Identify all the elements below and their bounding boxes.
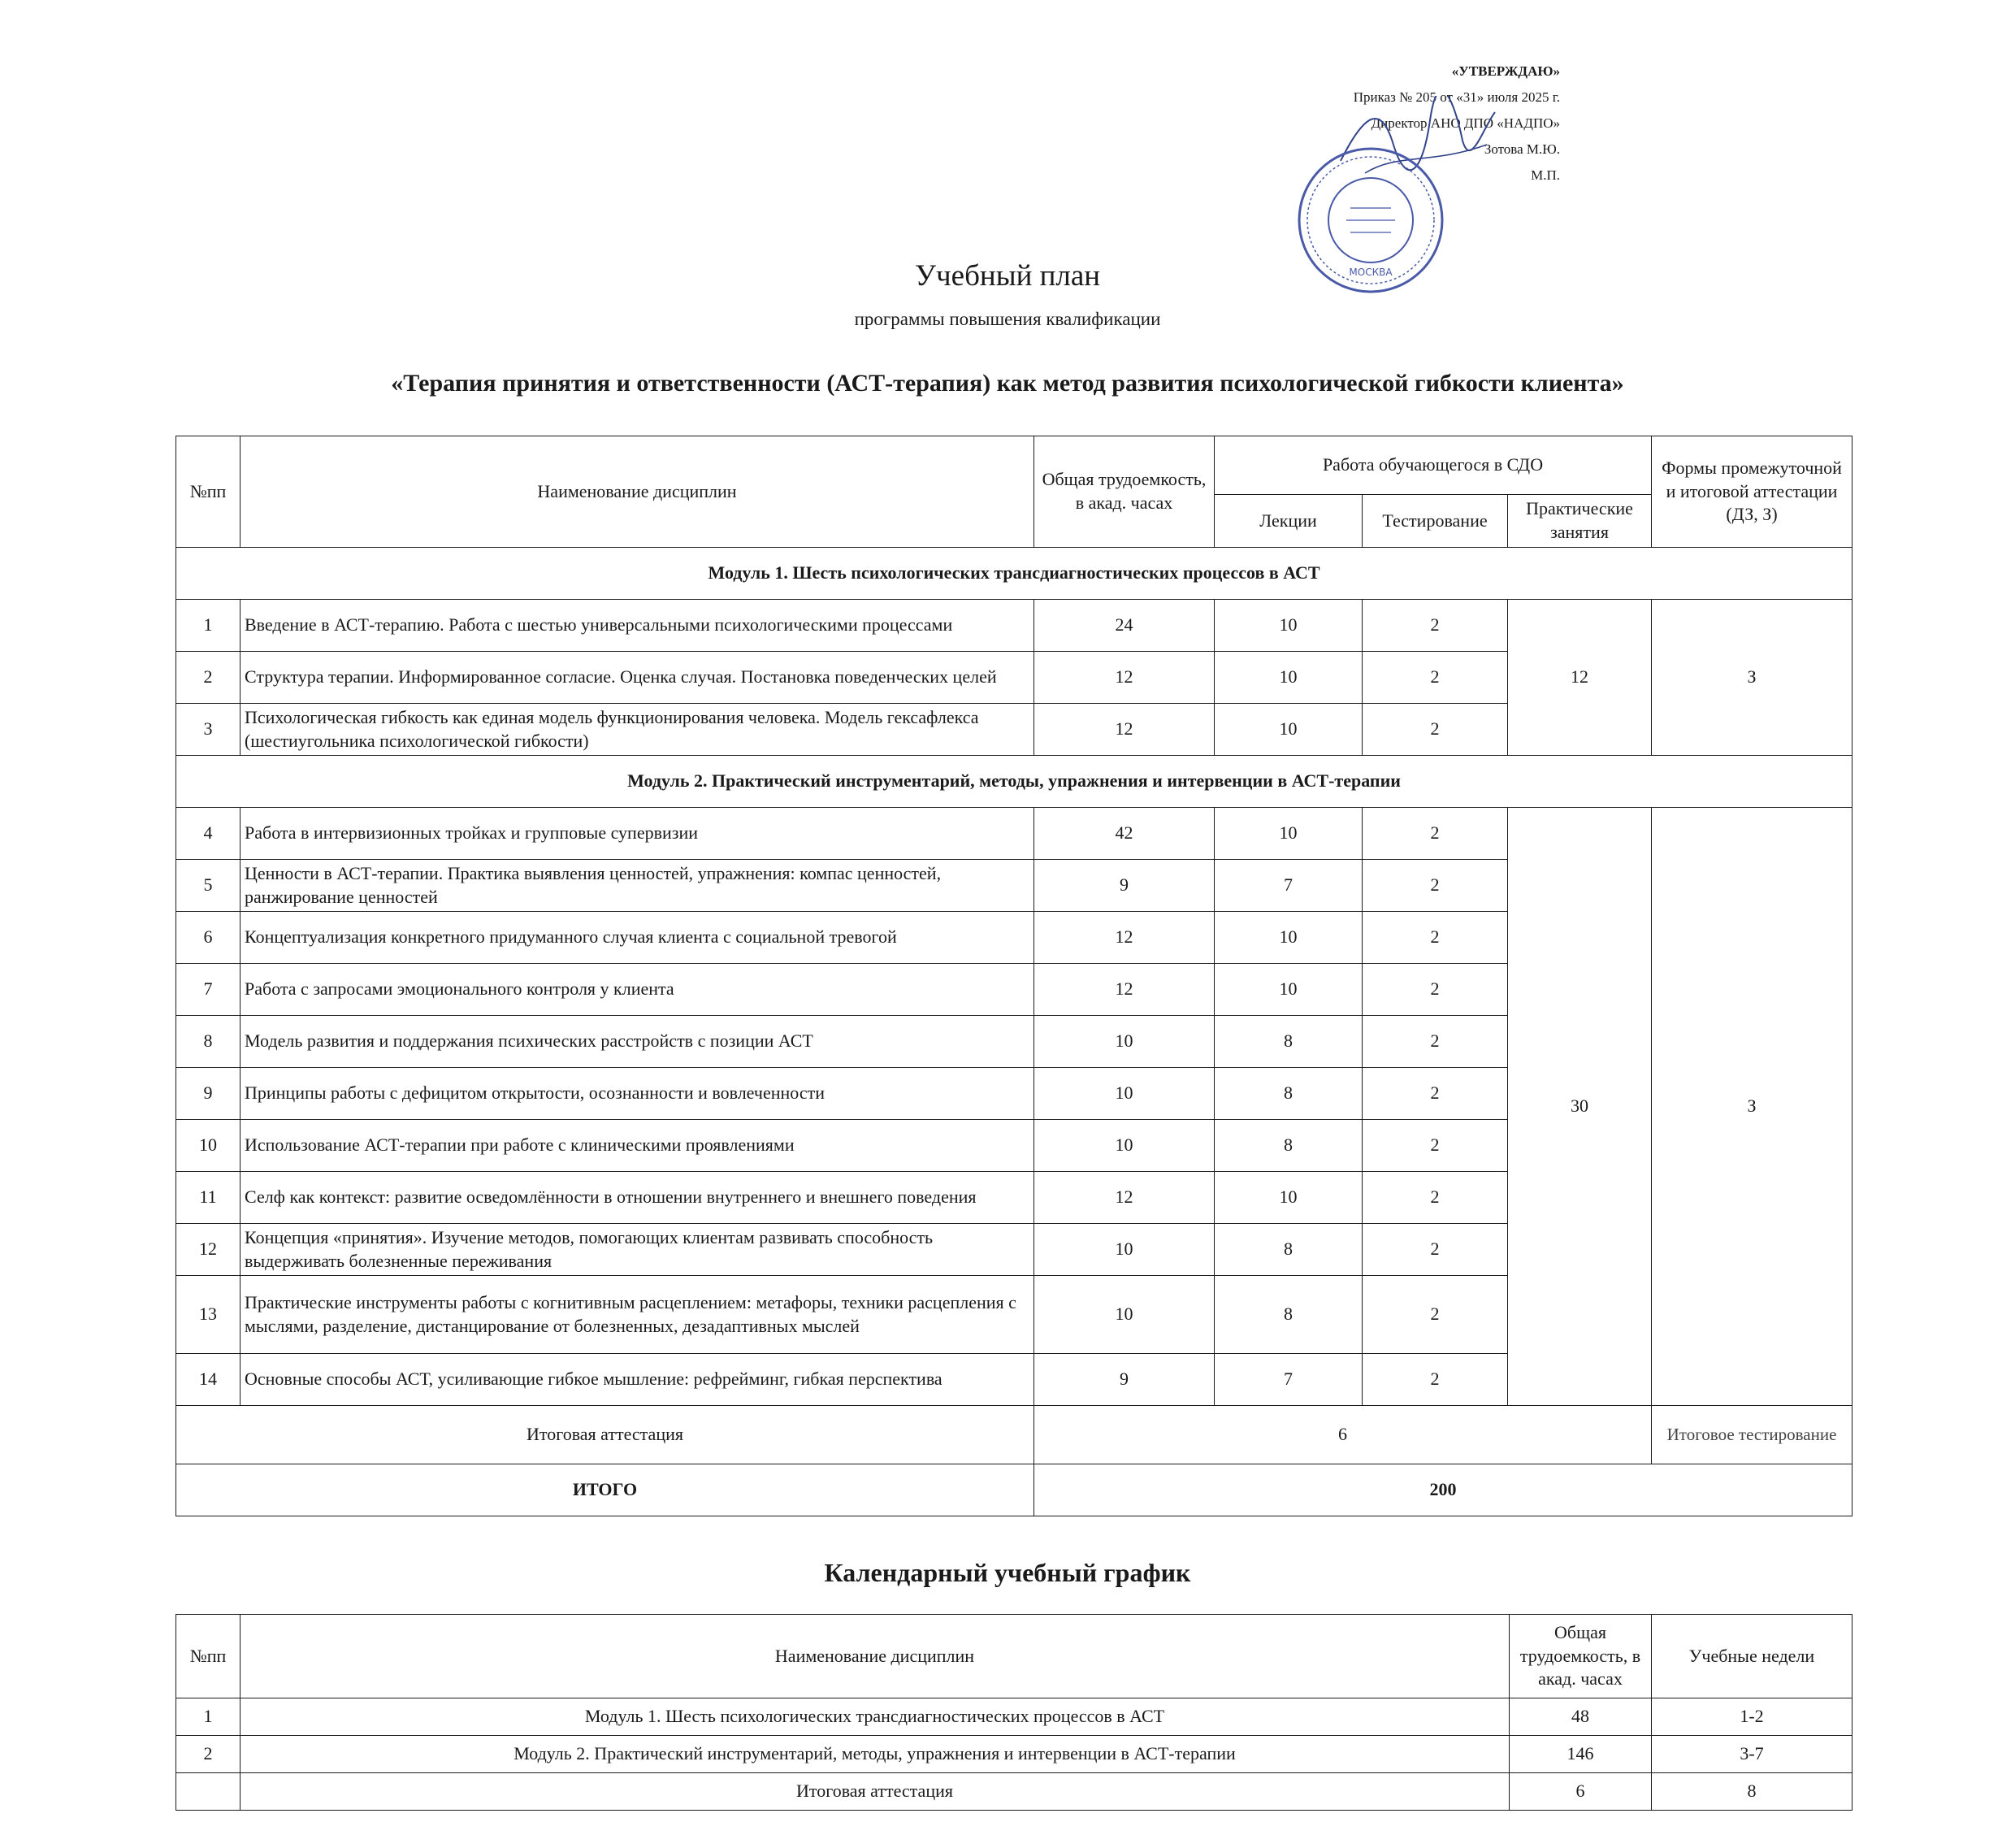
row-lectures: 10 xyxy=(1215,808,1363,860)
row-lectures: 8 xyxy=(1215,1224,1363,1276)
header-total: Общая трудоемкость, в акад. часах xyxy=(1034,436,1215,548)
row-num: 8 xyxy=(176,1016,240,1068)
row-testing: 2 xyxy=(1363,1068,1508,1120)
row-lectures: 8 xyxy=(1215,1068,1363,1120)
module-2-form: З xyxy=(1652,808,1852,1406)
cal-row-name: Модуль 1. Шесть психологических трансдиагностических процессов в АСТ xyxy=(240,1698,1510,1736)
row-name: Структура терапии. Информированное согласие. Оценка случая. Постановка поведенческих целей xyxy=(240,652,1034,704)
header-testing: Тестирование xyxy=(1363,495,1508,548)
module-2-title: Модуль 2. Практический инструментарий, методы, упражнения и интервенции в АСТ-терапии xyxy=(176,756,1852,808)
total-label: ИТОГО xyxy=(176,1464,1034,1516)
row-testing: 2 xyxy=(1363,1354,1508,1406)
row-testing: 2 xyxy=(1363,600,1508,652)
cal-row-num: 2 xyxy=(176,1736,240,1773)
row-lectures: 7 xyxy=(1215,1354,1363,1406)
seal-city-text: МОСКВА xyxy=(1349,267,1393,278)
row-lectures: 10 xyxy=(1215,652,1363,704)
row-name: Концепция «принятия». Изучение методов, помогающих клиентам развивать способность выдерживать болезненные переживания xyxy=(240,1224,1034,1276)
row-total: 12 xyxy=(1034,1172,1215,1224)
module-1-form: З xyxy=(1652,600,1852,756)
curriculum-table xyxy=(176,436,1852,1516)
row-name: Основные способы АСТ, усиливающие гибкое мышление: рефрейминг, гибкая перспектива xyxy=(240,1354,1034,1406)
row-total: 10 xyxy=(1034,1068,1215,1120)
row-num: 9 xyxy=(176,1068,240,1120)
document-subtitle: программы повышения квалификации xyxy=(854,309,1161,329)
cal-header-name: Наименование дисциплин xyxy=(240,1615,1510,1698)
row-name: Работа с запросами эмоционального контроля у клиента xyxy=(240,964,1034,1016)
row-testing: 2 xyxy=(1363,1016,1508,1068)
row-total: 12 xyxy=(1034,704,1215,756)
table-row xyxy=(176,600,1852,652)
program-title: «Терапия принятия и ответственности (АСТ-терапия) как метод развития психологической гибкости клиента» xyxy=(391,370,1624,397)
cal-row-weeks: 8 xyxy=(1652,1773,1852,1811)
approval-director: Директор АНО ДПО «НАДПО» xyxy=(1371,115,1560,131)
cal-row-total: 6 xyxy=(1510,1773,1652,1811)
row-num: 12 xyxy=(176,1224,240,1276)
row-name: Принципы работы с дефицитом открытости, осознанности и вовлеченности xyxy=(240,1068,1034,1120)
row-total: 12 xyxy=(1034,912,1215,964)
row-total: 10 xyxy=(1034,1276,1215,1354)
row-num: 3 xyxy=(176,704,240,756)
cal-row-weeks: 3-7 xyxy=(1652,1736,1852,1773)
row-total: 9 xyxy=(1034,1354,1215,1406)
header-lectures: Лекции xyxy=(1215,495,1363,548)
row-testing: 2 xyxy=(1363,1276,1508,1354)
row-num: 13 xyxy=(176,1276,240,1354)
row-num: 10 xyxy=(176,1120,240,1172)
final-attestation-form: Итоговое тестирование xyxy=(1652,1406,1852,1464)
row-num: 7 xyxy=(176,964,240,1016)
document-title: Учебный план xyxy=(914,259,1101,293)
row-num: 5 xyxy=(176,860,240,912)
module-1-title: Модуль 1. Шесть психологических трансдиагностических процессов в АСТ xyxy=(176,548,1852,600)
module-2-practice: 30 xyxy=(1508,808,1652,1406)
table-row xyxy=(176,1773,1852,1811)
row-num: 6 xyxy=(176,912,240,964)
header-work: Работа обучающегося в СДО xyxy=(1215,436,1652,495)
approval-order: Приказ № 205 от «31» июля 2025 г. xyxy=(1353,89,1560,105)
row-name: Практические инструменты работы с когнитивным расцеплением: метафоры, техники расцепления с мыслями, разделение, дистанцирование от болезненных, дезадаптивных мыслей xyxy=(240,1276,1034,1354)
cal-header-weeks: Учебные недели xyxy=(1652,1615,1852,1698)
row-lectures: 8 xyxy=(1215,1016,1363,1068)
row-lectures: 10 xyxy=(1215,600,1363,652)
row-lectures: 10 xyxy=(1215,912,1363,964)
total-hours: 200 xyxy=(1034,1464,1852,1516)
row-testing: 2 xyxy=(1363,808,1508,860)
header-name: Наименование дисциплин xyxy=(240,436,1034,548)
row-testing: 2 xyxy=(1363,704,1508,756)
cal-row-name: Модуль 2. Практический инструментарий, методы, упражнения и интервенции в АСТ-терапии xyxy=(240,1736,1510,1773)
row-name: Работа в интервизионных тройках и групповые супервизии xyxy=(240,808,1034,860)
cal-header-total: Общая трудоемкость, в акад. часах xyxy=(1510,1615,1652,1698)
row-num: 4 xyxy=(176,808,240,860)
row-lectures: 10 xyxy=(1215,964,1363,1016)
row-total: 10 xyxy=(1034,1016,1215,1068)
calendar-title: Календарный учебный график xyxy=(824,1558,1191,1587)
row-name: Селф как контекст: развитие осведомлённости в отношении внутреннего и внешнего поведения xyxy=(240,1172,1034,1224)
calendar-table xyxy=(176,1614,1852,1811)
row-name: Введение в АСТ-терапию. Работа с шестью универсальными психологическими процессами xyxy=(240,600,1034,652)
row-total: 10 xyxy=(1034,1120,1215,1172)
row-testing: 2 xyxy=(1363,1120,1508,1172)
final-attestation-hours: 6 xyxy=(1034,1406,1652,1464)
approval-name: Зотова М.Ю. xyxy=(1484,141,1560,157)
header-forms: Формы промежуточной и итоговой аттестации (ДЗ, З) xyxy=(1652,436,1852,548)
row-testing: 2 xyxy=(1363,964,1508,1016)
row-total: 10 xyxy=(1034,1224,1215,1276)
row-num: 14 xyxy=(176,1354,240,1406)
row-lectures: 7 xyxy=(1215,860,1363,912)
header-practice: Практические занятия xyxy=(1508,495,1652,548)
table-row xyxy=(176,1736,1852,1773)
row-lectures: 10 xyxy=(1215,1172,1363,1224)
row-total: 12 xyxy=(1034,652,1215,704)
row-num: 11 xyxy=(176,1172,240,1224)
row-testing: 2 xyxy=(1363,860,1508,912)
table-row xyxy=(176,1698,1852,1736)
row-testing: 2 xyxy=(1363,1224,1508,1276)
row-testing: 2 xyxy=(1363,912,1508,964)
row-total: 24 xyxy=(1034,600,1215,652)
row-testing: 2 xyxy=(1363,652,1508,704)
cal-row-total: 146 xyxy=(1510,1736,1652,1773)
cal-row-num: 1 xyxy=(176,1698,240,1736)
row-testing: 2 xyxy=(1363,1172,1508,1224)
row-lectures: 8 xyxy=(1215,1120,1363,1172)
row-name: Психологическая гибкость как единая модель функционирования человека. Модель гексафлекса (шестиугольника психологической гибкости) xyxy=(240,704,1034,756)
row-name: Модель развития и поддержания психических расстройств с позиции АСТ xyxy=(240,1016,1034,1068)
cal-row-total: 48 xyxy=(1510,1698,1652,1736)
row-name: Ценности в АСТ-терапии. Практика выявления ценностей, упражнения: компас ценностей, ранжирование ценностей xyxy=(240,860,1034,912)
row-total: 12 xyxy=(1034,964,1215,1016)
cal-header-num: №пп xyxy=(176,1615,240,1698)
row-name: Концептуализация конкретного придуманного случая клиента с социальной тревогой xyxy=(240,912,1034,964)
table-row xyxy=(176,808,1852,860)
row-total: 42 xyxy=(1034,808,1215,860)
cal-row-name: Итоговая аттестация xyxy=(240,1773,1510,1811)
module-1-practice: 12 xyxy=(1508,600,1652,756)
approval-stamp-place: М.П. xyxy=(1531,167,1560,183)
approval-title: «УТВЕРЖДАЮ» xyxy=(1451,63,1560,79)
row-name: Использование АСТ-терапии при работе с клиническими проявлениями xyxy=(240,1120,1034,1172)
row-lectures: 10 xyxy=(1215,704,1363,756)
header-num: №пп xyxy=(176,436,240,548)
row-num: 1 xyxy=(176,600,240,652)
final-attestation-label: Итоговая аттестация xyxy=(176,1406,1034,1464)
row-total: 9 xyxy=(1034,860,1215,912)
row-num: 2 xyxy=(176,652,240,704)
row-lectures: 8 xyxy=(1215,1276,1363,1354)
cal-row-num xyxy=(176,1773,240,1811)
cal-row-weeks: 1-2 xyxy=(1652,1698,1852,1736)
